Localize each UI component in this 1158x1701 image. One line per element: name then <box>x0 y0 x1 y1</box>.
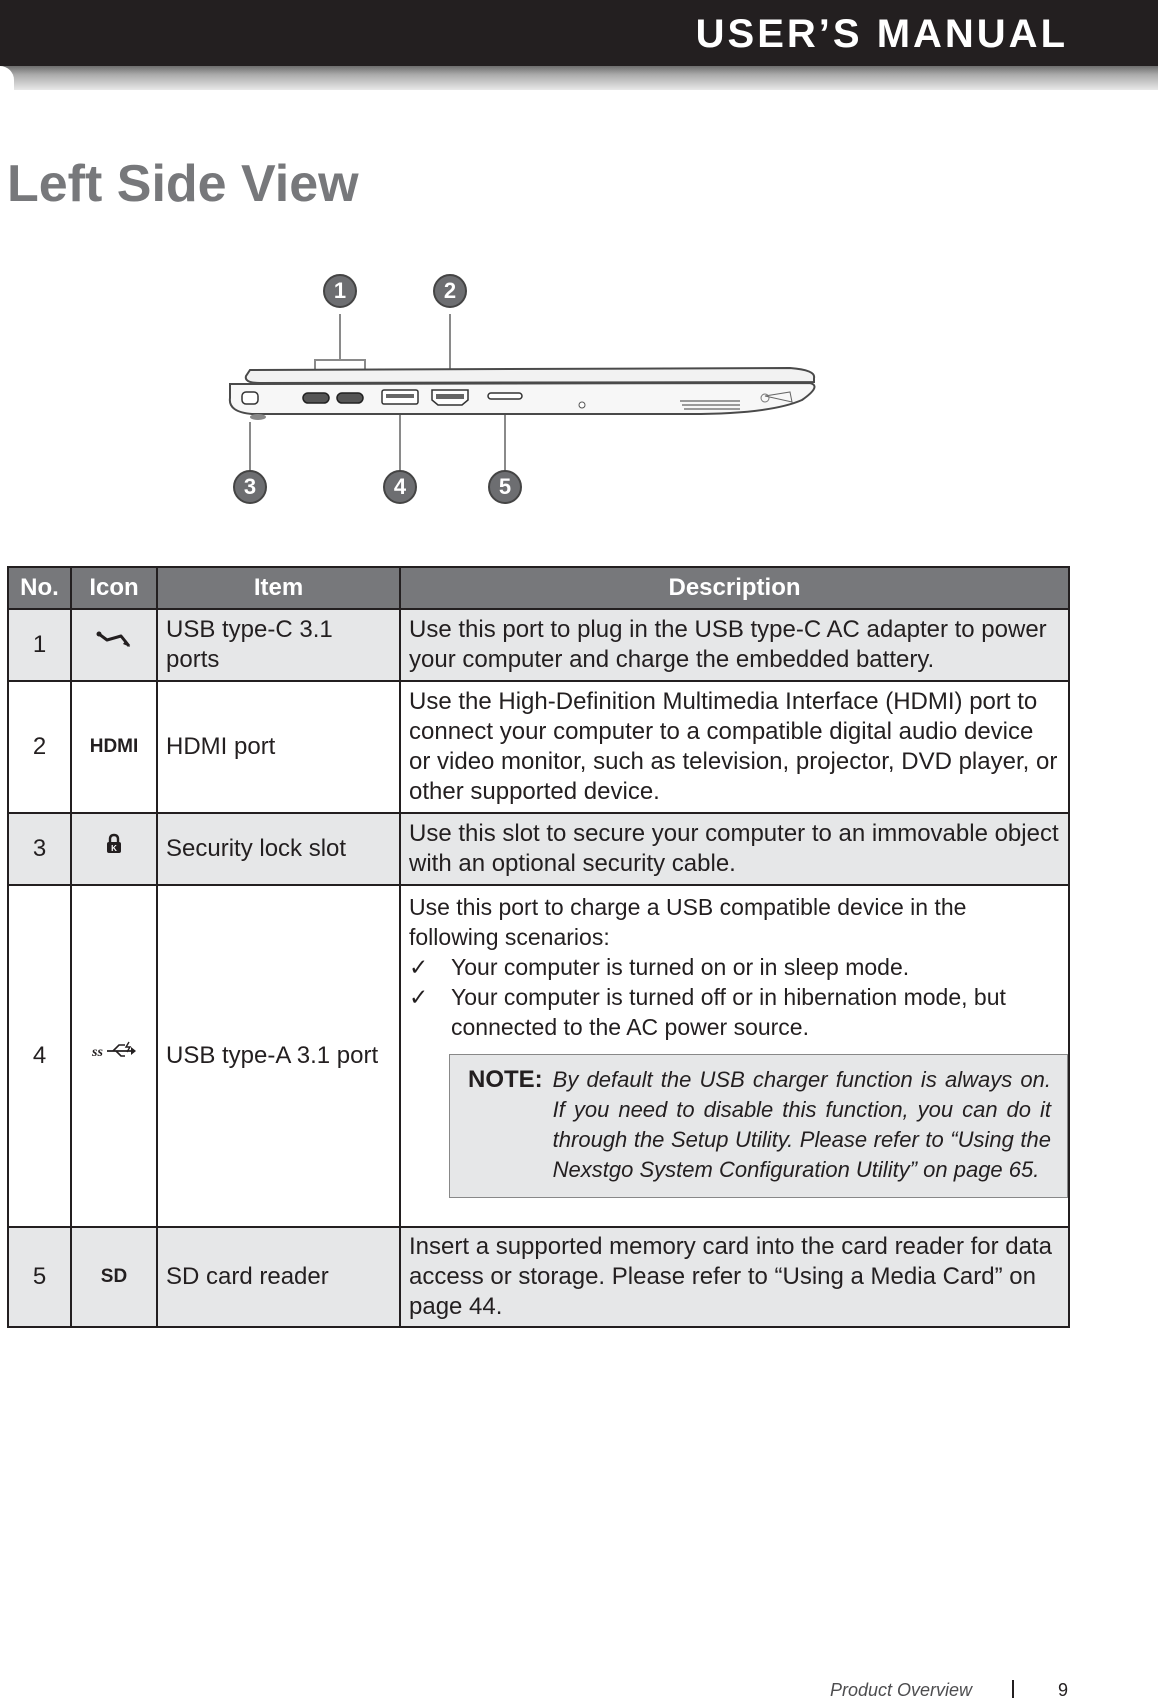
page-number: 9 <box>1058 1680 1069 1700</box>
usb-ss-charge-icon <box>71 885 157 1227</box>
usb-charge-intro: Use this port to charge a USB compatible device in the following scenarios: <box>409 894 967 950</box>
bullet-text: Your computer is turned off or in hibernation mode, but connected to the AC power source. <box>451 984 1006 1040</box>
row-item: HDMI port <box>157 681 400 813</box>
note-text: By default the USB charger function is always on. If you need to disable this function, you can do it through the Setup Utility. Please refer to “Using the Nexstgo System Configuration Utility” on page 65. <box>552 1067 1051 1182</box>
check-icon: ✓ <box>409 954 429 980</box>
table-row <box>8 885 1069 1227</box>
callout-3: 3 <box>233 470 267 504</box>
col-header-description: Description <box>400 567 1069 609</box>
footer-section-label: Product Overview <box>830 1680 973 1700</box>
hdmi-icon: HDMI <box>71 681 157 813</box>
col-header-item: Item <box>157 567 400 609</box>
ports-table <box>7 566 1070 1328</box>
sd-icon: SD <box>71 1227 157 1327</box>
security-lock-icon <box>71 813 157 885</box>
row-number: 3 <box>8 813 71 885</box>
bullet-text: Your computer is turned on or in sleep mode. <box>451 954 910 980</box>
table-row <box>8 681 1069 813</box>
callout-2: 2 <box>433 274 467 308</box>
table-row <box>8 1227 1069 1327</box>
check-icon: ✓ <box>409 984 429 1010</box>
header-shadow <box>0 66 1158 90</box>
indicator-led <box>579 402 585 408</box>
note-box <box>449 1054 1068 1198</box>
table-header-row <box>8 567 1069 609</box>
svg-text:K: K <box>111 844 117 853</box>
row-description: Use this slot to secure your computer to an immovable object with an optional security cable. <box>400 813 1069 885</box>
laptop-side-illustration <box>210 262 830 512</box>
rubber-foot-left <box>250 414 266 420</box>
col-header-icon: Icon <box>71 567 157 609</box>
row-description: Insert a supported memory card into the card reader for data access or storage. Please refer to “Using a Media Card” on page 44. <box>400 1227 1069 1327</box>
speaker-grille <box>680 400 740 410</box>
footer-separator <box>1012 1680 1014 1698</box>
laptop-left-side-diagram <box>210 262 830 512</box>
callout-5: 5 <box>488 470 522 504</box>
usb-c-port-b <box>337 393 363 403</box>
usb-c-power-icon <box>71 609 157 681</box>
col-header-no: No. <box>8 567 71 609</box>
page-title: Left Side View <box>7 155 359 213</box>
note-label: NOTE: <box>468 1066 543 1093</box>
row-item: SD card reader <box>157 1227 400 1327</box>
row-number: 4 <box>8 885 71 1227</box>
header-bar <box>0 0 1158 66</box>
callout-1: 1 <box>323 274 357 308</box>
row-item: Security lock slot <box>157 813 400 885</box>
row-description: Use this port to plug in the USB type-C AC adapter to power your computer and charge the embedded battery. <box>400 609 1069 681</box>
security-lock-slot <box>242 392 258 404</box>
bullet-item <box>409 982 1060 1042</box>
manual-title: USER’S MANUAL <box>695 12 1068 56</box>
hdmi-pins <box>436 394 464 399</box>
row-number: 5 <box>8 1227 71 1327</box>
row-number: 1 <box>8 609 71 681</box>
row-description <box>400 885 1069 1227</box>
usb-a-tongue <box>386 394 414 398</box>
bullet-item <box>409 952 1060 982</box>
callout-4: 4 <box>383 470 417 504</box>
usb-c-port-a <box>303 393 329 403</box>
laptop-lid <box>246 368 814 383</box>
svg-text:ss: ss <box>92 1045 103 1060</box>
row-number: 2 <box>8 681 71 813</box>
table-row <box>8 609 1069 681</box>
sd-card-slot <box>488 393 522 399</box>
table-row <box>8 813 1069 885</box>
row-item: USB type-A 3.1 port <box>157 885 400 1227</box>
row-item: USB type-C 3.1 ports <box>157 609 400 681</box>
row-description: Use the High-Definition Multimedia Interface (HDMI) port to connect your computer to a compatible digital audio device or video monitor, such as television, projector, DVD player, or other supported device. <box>400 681 1069 813</box>
